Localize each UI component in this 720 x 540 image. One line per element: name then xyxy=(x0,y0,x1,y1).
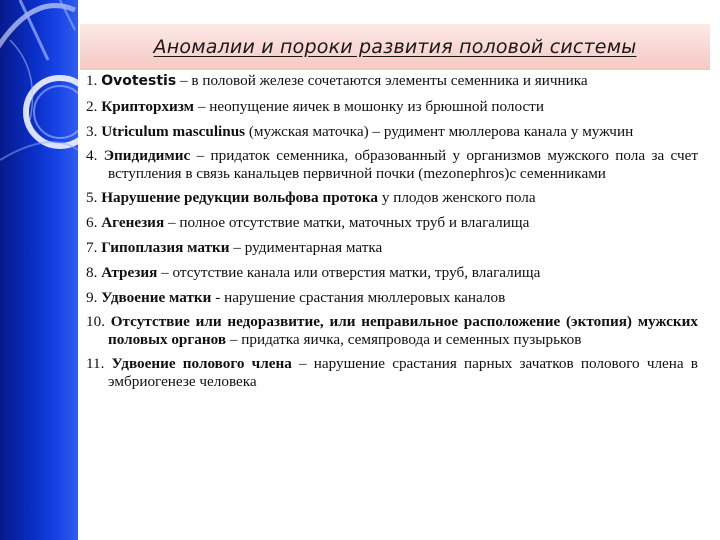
list-item: 9. Удвоение матки - нарушение срастания мюллеровых каналов xyxy=(86,288,506,306)
decorative-swirl-graphic xyxy=(0,0,78,540)
list-item: 6. Агенезия – полное отсутствие матки, маточных труб и влагалища xyxy=(86,214,530,232)
list-item: 3. Utriculum masculinus (мужская маточка) – рудимент мюллерова канала у мужчин xyxy=(86,122,634,140)
list-item: 4. Эпидидимис – придаток семенника, образованный у организмов мужского пола за счет вступления в связь канальцев первичной почки (mezonephros)с семенниками xyxy=(86,147,699,182)
anomalies-list xyxy=(86,72,698,397)
list-item: 11. Удвоение полового члена – нарушение срастания парных зачатков полового члена в эмбриогенезе человека xyxy=(86,355,698,390)
list-item: 8. Атрезия – отсутствие канала или отверстия матки, труб, влагалища xyxy=(86,263,541,281)
decorative-sidebar xyxy=(0,0,78,540)
slide-title: Аномалии и пороки развития половой системы xyxy=(153,36,637,58)
list-item: 1. Ovotestis – в половой железе сочетаются элементы семенника и яичника xyxy=(86,72,588,89)
list-item: 5. Нарушение редукции вольфова протока у плодов женского пола xyxy=(86,189,536,207)
title-banner xyxy=(80,24,710,70)
list-item: 7. Гипоплазия матки – рудиментарная матка xyxy=(86,238,383,256)
list-item: 10. Отсутствие или недоразвитие, или неправильное расположение (эктопия) мужских половых органов – придатка яичка, семяпровода и семенных пузырьков xyxy=(86,313,699,348)
list-item: 2. Крипторхизм – неопущение яичек в мошонку из брюшной полости xyxy=(86,97,544,115)
